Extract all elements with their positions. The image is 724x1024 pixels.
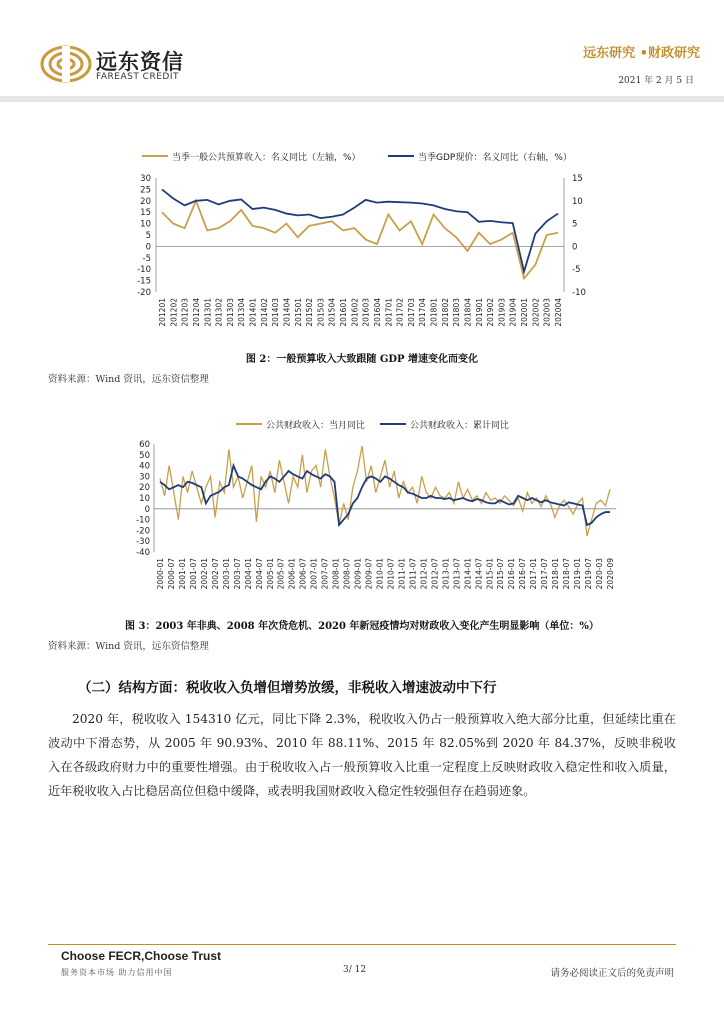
left-tick-label: 50 [139,450,150,461]
x-tick-label: 202003 [542,298,552,327]
brand-name: 远东资信 [96,50,184,74]
x-tick-label: 2016-01 [507,558,517,590]
x-tick-label: 2005-07 [276,558,286,590]
x-tick-label: 201701 [384,298,394,327]
series-line-cumulative-yoy [160,466,610,525]
left-tick-label: 30 [140,174,151,184]
x-tick-label: 2004-07 [254,558,264,590]
header-divider [0,96,724,102]
x-tick-label: 2015-01 [485,558,495,590]
header-tagline: 远东研究 •财政研究 [583,46,700,61]
x-tick-label: 2013-07 [452,558,462,590]
figure-3-caption: 图 3：2003 年非典、2008 年次贷危机、2020 年新冠疫情均对财政收入变化产生明显影响（单位：%） [125,621,599,632]
left-tick-label: 0 [144,504,150,515]
footer-slogan: Choose FECR,Choose Trust [61,949,222,963]
x-tick-label: 201602 [350,298,360,327]
left-tick-label: -15 [137,276,151,287]
x-tick-label: 2020-03 [595,558,605,590]
x-tick-label: 2009-07 [364,558,374,590]
x-tick-label: 2006-07 [298,558,308,590]
left-tick-label: 25 [140,185,151,196]
x-tick-label: 2010-07 [386,558,396,590]
x-tick-label: 201201 [158,298,167,327]
left-tick-label: 15 [140,208,151,219]
figure-2-source: 资料来源：Wind 资讯，远东资信整理 [48,374,209,385]
body-paragraph: 2020 年，税收收入 154310 亿元，同比下降 2.3%，税收收入仍占一般预算收入绝大部分比重，但延续比重在波动中下滑态势，从 2005 年 90.93%、2010 年 88.11%、2015 年 82.05%到 2020 年 84.37%，反映非税收入在各级政府财力中的重要性增强。由于税收收入占一般预算收入比重一定程度上反映财政收入稳定性和收入质量，近年税收收入占比稳居高位但稳中缓降，或表明我国财政收入稳定性较强但存在趋弱迹象。 [48,712,676,798]
x-tick-label: 2002-07 [210,558,220,590]
x-tick-label: 201702 [395,298,405,327]
x-tick-label: 201704 [418,298,428,327]
figure-3-source: 资料来源：Wind 资讯，远东资信整理 [48,641,209,652]
x-tick-label: 201604 [372,298,382,327]
x-tick-label: 2018-01 [551,558,561,590]
legend-label-gdp: 当季GDP现价：名义同比（右轴，%） [418,153,572,163]
right-tick-label: -10 [572,288,586,298]
x-tick-label: 2002-01 [199,558,209,590]
x-tick-label: 2004-01 [243,558,253,590]
x-tick-label: 2020-09 [606,558,615,590]
x-tick-label: 2011-01 [397,558,407,590]
left-tick-label: -20 [137,288,151,298]
x-tick-label: 2006-01 [287,558,297,590]
x-tick-label: 2019-07 [584,558,594,590]
left-tick-label: 5 [145,231,151,241]
x-tick-label: 2001-01 [177,558,187,590]
x-tick-label: 202002 [531,298,541,327]
x-tick-label: 2007-01 [309,558,319,590]
x-tick-label: 201202 [169,298,179,327]
left-tick-label: -10 [136,515,150,526]
x-tick-label: 2019-01 [573,558,583,590]
page-number: 3/ 12 [343,965,367,975]
footer-subslogan: 服务资本市场 助力信用中国 [61,968,173,977]
x-tick-label: 201904 [508,298,518,327]
left-tick-label: 20 [140,196,151,207]
x-tick-label: 2014-07 [474,558,484,590]
chart-budget-revenue-vs-gdp [120,144,590,350]
x-tick-label: 201502 [305,298,315,327]
right-tick-label: 5 [572,219,578,230]
left-tick-label: 40 [139,461,150,472]
x-tick-label: 201603 [361,298,371,327]
series-line-budget-revenue [162,201,558,279]
disclaimer-note: 请务必阅读正文后的免责声明 [550,968,674,979]
x-tick-label: 2000-07 [166,558,176,590]
x-tick-label: 201403 [271,298,281,327]
right-tick-label: 15 [572,174,583,184]
left-tick-label: -40 [136,548,150,558]
right-tick-label: 10 [572,196,583,207]
x-tick-label: 201304 [237,298,247,327]
right-tick-label: 0 [572,242,578,253]
series-line-monthly-yoy [160,446,610,536]
x-tick-label: 2017-07 [540,558,550,590]
x-tick-label: 201801 [429,298,439,327]
legend-label-monthly: 公共财政收入：当月同比 [266,421,366,431]
right-tick-label: -5 [572,265,581,276]
x-tick-label: 201503 [316,298,326,327]
x-tick-label: 2014-01 [463,558,473,590]
series-line-gdp [162,189,558,271]
x-tick-label: 201802 [440,298,450,327]
chart-fiscal-revenue-yoy [118,412,624,612]
x-tick-label: 201404 [282,298,292,327]
x-tick-label: 201803 [452,298,462,327]
x-tick-label: 2003-07 [232,558,242,590]
left-tick-label: 10 [139,494,150,504]
left-tick-label: -30 [136,537,150,548]
fareast-credit-logo [40,44,92,84]
x-tick-label: 2011-07 [408,558,418,590]
x-tick-label: 201601 [339,298,349,327]
section-heading: （二）结构方面：税收收入负增但增势放缓，非税收入增速波动中下行 [78,680,497,696]
x-tick-label: 201204 [191,298,201,327]
left-tick-label: 30 [139,472,150,483]
brand-english: FAREAST CREDIT [96,72,179,82]
x-tick-label: 2005-01 [265,558,275,590]
x-tick-label: 2018-07 [562,558,572,590]
left-tick-label: 60 [139,440,150,450]
footer-divider [48,944,676,945]
x-tick-label: 201402 [259,298,269,327]
x-tick-label: 201203 [180,298,190,327]
report-date: 2021 年 2 月 5 日 [618,76,694,86]
figure-2-caption: 图 2：一般预算收入大致跟随 GDP 增速变化而变化 [245,354,479,365]
x-tick-label: 202004 [554,298,563,327]
x-tick-label: 2012-01 [419,558,429,590]
left-tick-label: 0 [145,242,151,253]
left-tick-label: 10 [140,219,151,230]
x-tick-label: 2016-07 [518,558,528,590]
x-tick-label: 2007-07 [320,558,330,590]
legend-label-budget: 当季一般公共预算收入：名义同比（左轴，%） [172,153,361,163]
x-tick-label: 202001 [520,298,530,327]
x-tick-label: 2015-07 [496,558,506,590]
x-tick-label: 201303 [225,298,235,327]
x-tick-label: 201504 [327,298,337,327]
x-tick-label: 2008-01 [331,558,341,590]
x-tick-label: 2001-07 [188,558,198,590]
x-tick-label: 201301 [203,298,213,327]
x-tick-label: 2012-07 [430,558,440,590]
x-tick-label: 2003-01 [221,558,231,590]
x-tick-label: 201401 [248,298,258,327]
x-tick-label: 201804 [463,298,473,327]
left-tick-label: -5 [142,253,151,264]
x-tick-label: 2009-01 [353,558,363,590]
x-tick-label: 2017-01 [529,558,539,590]
left-tick-label: 20 [139,483,150,494]
x-tick-label: 2008-07 [342,558,352,590]
x-tick-label: 201703 [406,298,416,327]
left-tick-label: -10 [137,265,151,276]
legend-label-cumulative: 公共财政收入：累计同比 [410,421,510,431]
x-tick-label: 201901 [474,298,484,327]
x-tick-label: 2000-01 [156,558,165,590]
left-tick-label: -20 [136,526,150,537]
x-tick-label: 2010-01 [375,558,385,590]
x-tick-label: 201501 [293,298,303,327]
x-tick-label: 201302 [214,298,224,327]
x-tick-label: 201903 [497,298,507,327]
x-tick-label: 201902 [486,298,496,327]
x-tick-label: 2013-01 [441,558,451,590]
